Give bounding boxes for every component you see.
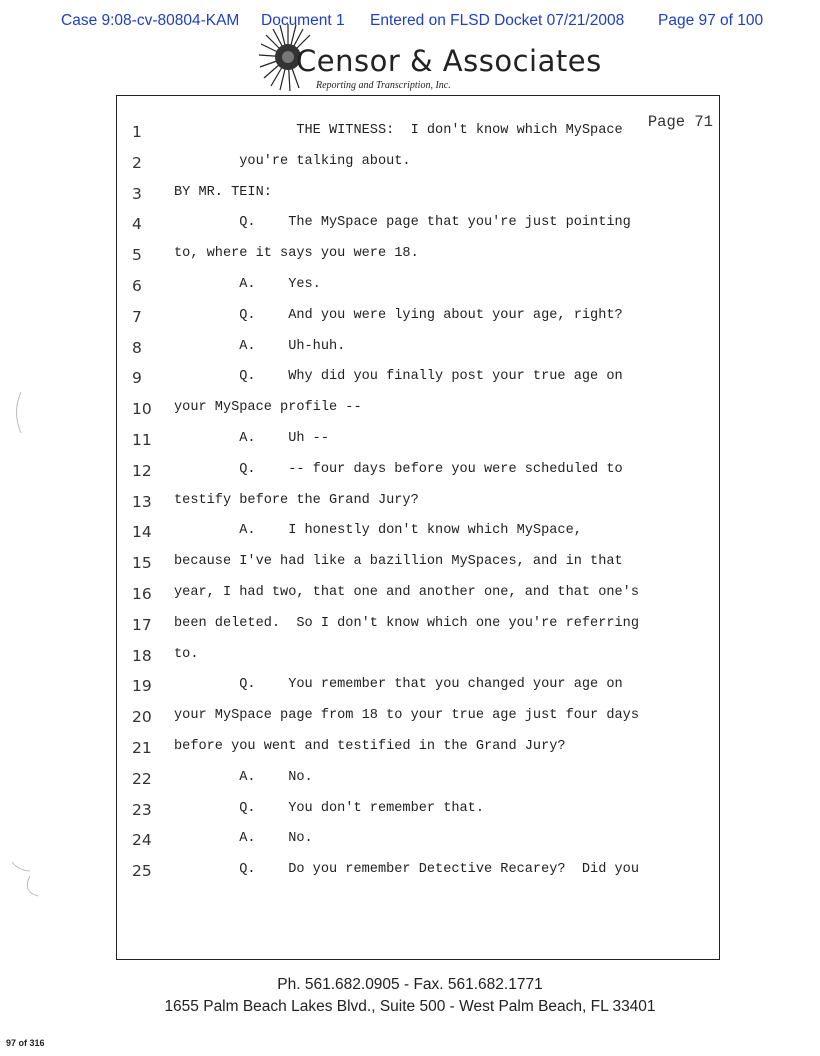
line-text: Q. You don't remember that. — [174, 800, 484, 816]
transcript-line — [117, 154, 719, 178]
transcript-line — [117, 523, 719, 547]
line-text: before you went and testified in the Grand Jury? — [174, 739, 566, 754]
transcript-line — [117, 493, 719, 517]
line-number: 19 — [132, 677, 152, 696]
transcript-line — [117, 339, 719, 363]
transcript-line — [117, 308, 719, 332]
transcript-line — [117, 400, 719, 424]
line-text: your MySpace profile -- — [174, 400, 362, 416]
transcript-page-number: Page 71 — [647, 113, 713, 131]
line-text: your MySpace page from 18 to your true age just four days — [174, 708, 639, 724]
line-number: 3 — [132, 184, 142, 203]
line-number: 16 — [132, 585, 152, 603]
line-text: Q. Why did you finally post your true age on — [174, 369, 623, 385]
transcript-line — [117, 831, 719, 855]
transcript-page — [116, 95, 720, 960]
margin-marks — [0, 0, 40, 1056]
transcript-line — [117, 123, 719, 147]
line-text: A. No. — [174, 831, 313, 847]
line-text: THE WITNESS: I don't know which MySpace — [174, 123, 623, 138]
line-number: 22 — [132, 769, 152, 788]
line-number: 7 — [132, 307, 142, 326]
transcript-line — [117, 616, 719, 640]
transcript-line — [117, 862, 719, 886]
line-number: 13 — [132, 492, 152, 511]
line-number: 6 — [132, 277, 142, 295]
transcript-line — [117, 369, 719, 393]
line-text: to. — [174, 646, 199, 662]
line-number: 18 — [132, 646, 152, 665]
transcript-line — [117, 770, 719, 794]
line-number: 1 — [132, 123, 142, 141]
line-text: BY MR. TEIN: — [174, 184, 272, 200]
line-text: to, where it says you were 18. — [174, 246, 419, 262]
line-number: 17 — [132, 615, 152, 634]
line-number: 23 — [132, 800, 152, 819]
line-number: 5 — [132, 246, 142, 265]
transcript-line — [117, 708, 719, 732]
transcript-line — [117, 554, 719, 578]
line-text: testify before the Grand Jury? — [174, 492, 419, 508]
transcript-line — [117, 246, 719, 270]
line-number: 21 — [132, 739, 152, 757]
line-text: because I've had like a bazillion MySpaces, and in that — [174, 554, 623, 570]
line-text: A. I honestly don't know which MySpace, — [174, 523, 582, 539]
pdf-page-count: 97 of 316 — [6, 1038, 45, 1048]
line-number: 24 — [132, 831, 152, 850]
transcript-line — [117, 277, 719, 301]
reporter-logo — [258, 22, 602, 92]
line-text: you're talking about. — [174, 153, 411, 169]
line-number: 14 — [132, 523, 152, 542]
transcript-line — [117, 431, 719, 455]
footer-phone: Ph. 561.682.0905 - Fax. 561.682.1771 — [277, 976, 543, 993]
document-label: Document 1 — [261, 12, 345, 29]
line-text: A. Uh -- — [174, 431, 329, 446]
line-text: Q. -- four days before you were scheduled to — [174, 461, 623, 477]
line-text: A. Uh-huh. — [174, 338, 346, 354]
line-number: 8 — [132, 338, 142, 357]
transcript-line — [117, 185, 719, 209]
line-number: 11 — [132, 431, 152, 449]
docket-page-number: Page 97 of 100 — [658, 12, 764, 29]
case-number: Case 9:08-cv-80804-KAM — [61, 12, 240, 29]
logo-name: Censor & Associates — [296, 44, 602, 78]
line-text: Q. You remember that you changed your age on — [174, 677, 623, 693]
line-number: 2 — [132, 153, 142, 172]
transcript-line — [117, 462, 719, 486]
line-text: Q. And you were lying about your age, right? — [174, 307, 623, 323]
transcript-line — [117, 739, 719, 763]
line-number: 15 — [132, 554, 152, 573]
line-text: A. Yes. — [174, 277, 321, 292]
transcript-line — [117, 677, 719, 701]
line-number: 20 — [132, 708, 152, 727]
line-number: 25 — [132, 862, 152, 881]
footer-address: 1655 Palm Beach Lakes Blvd., Suite 500 - West Palm Beach, FL 33401 — [164, 998, 656, 1015]
transcript-line — [117, 647, 719, 671]
docket-entry: Entered on FLSD Docket 07/21/2008 — [370, 12, 625, 29]
line-number: 4 — [132, 215, 142, 234]
line-number: 12 — [132, 461, 152, 480]
line-text: year, I had two, that one and another one, and that one's — [174, 585, 639, 600]
line-number: 10 — [132, 400, 152, 419]
line-text: A. No. — [174, 769, 313, 785]
transcript-line — [117, 215, 719, 239]
transcript-line — [117, 585, 719, 609]
transcript-line — [117, 801, 719, 825]
line-number: 9 — [132, 369, 142, 388]
line-text: Q. The MySpace page that you're just pointing — [174, 215, 631, 231]
line-text: Q. Do you remember Detective Recarey? Did you — [174, 862, 639, 878]
logo-tagline: Reporting and Transcription, Inc. — [316, 80, 451, 91]
line-text: been deleted. So I don't know which one you're referring — [174, 615, 639, 631]
